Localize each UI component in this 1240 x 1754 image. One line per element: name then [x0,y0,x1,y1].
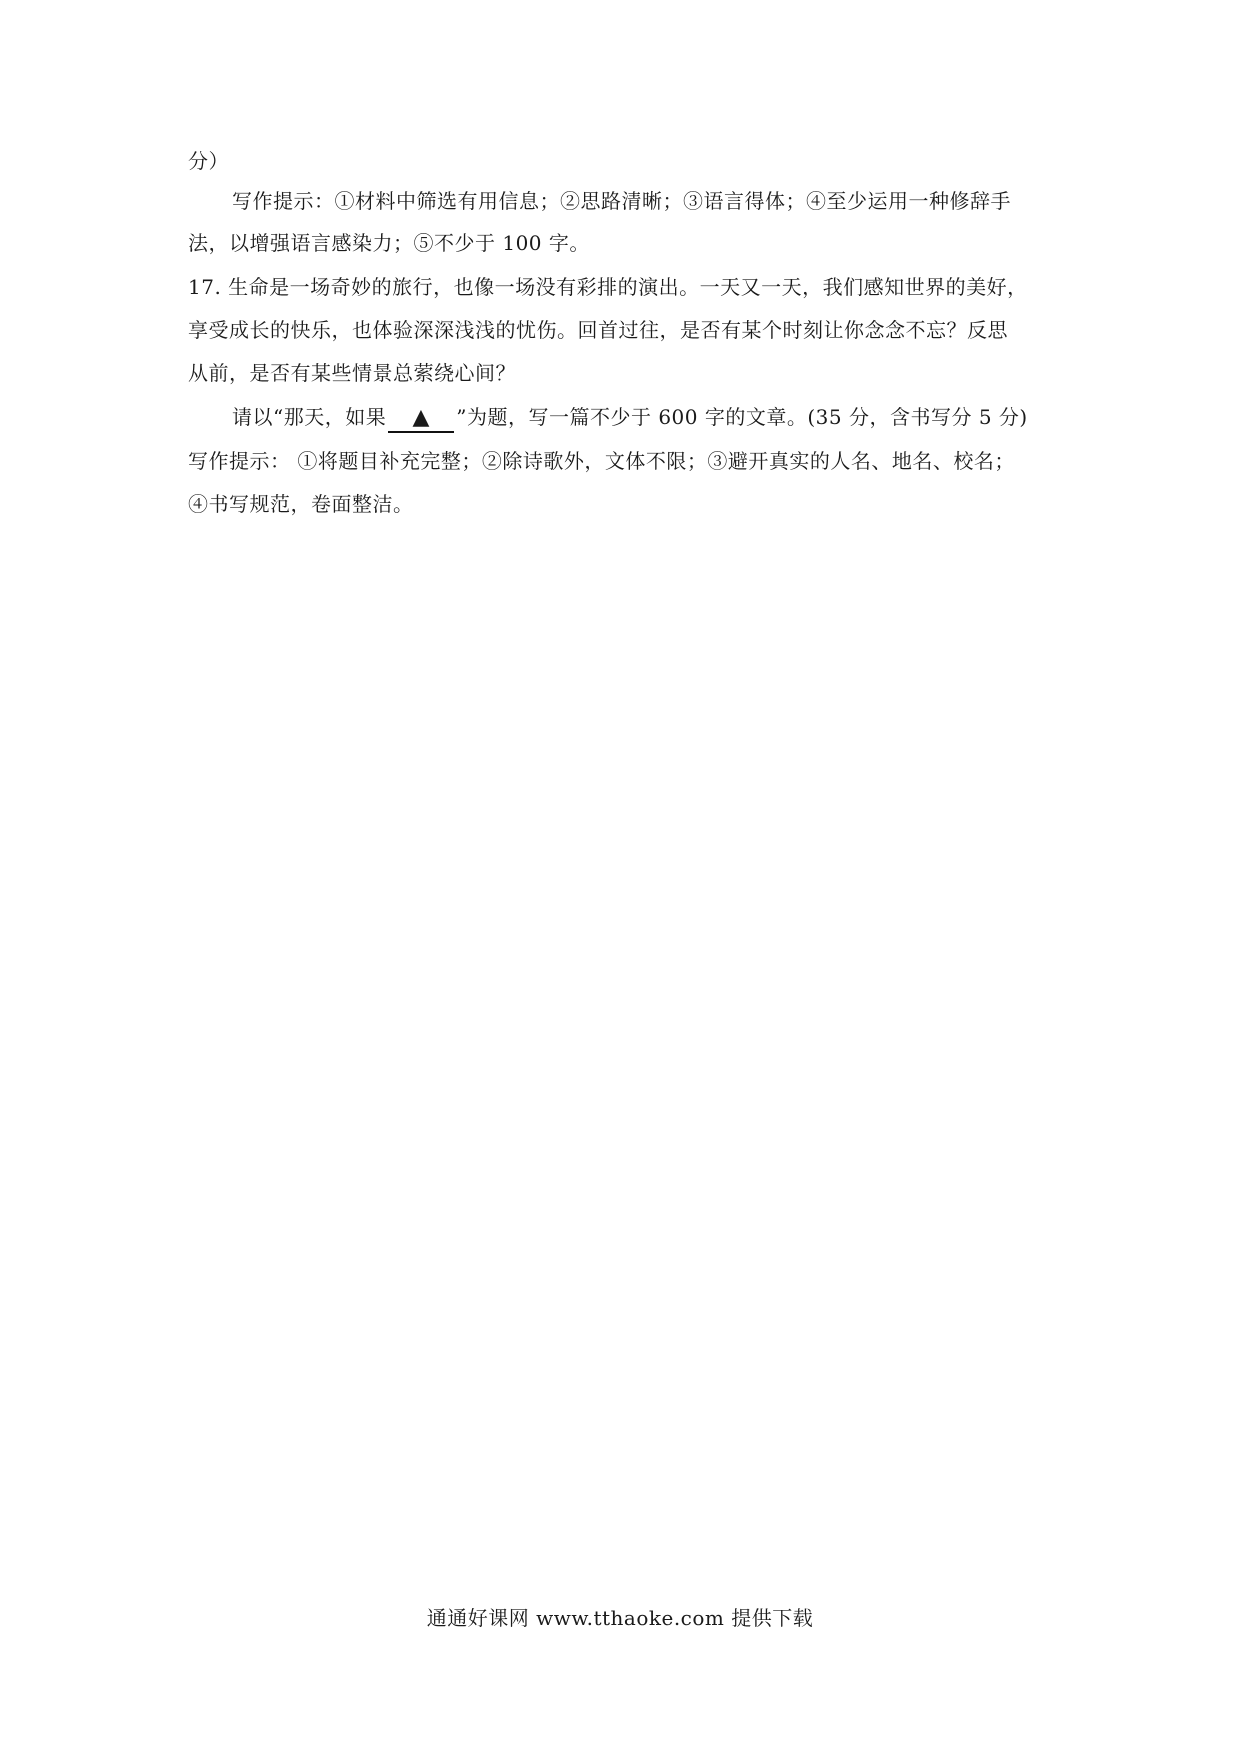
essay-prompt-line [232,402,1028,433]
question-17-line-3: 从前，是否有某些情景总萦绕心间？ [188,361,516,385]
score-note-line: 分） [188,149,229,173]
essay-prompt-text-after: ”为题，写一篇不少于 600 字的文章。(35 分，含书写分 5 分) [456,405,1028,429]
question-17-line-2: 享受成长的快乐，也体验深深浅浅的忧伤。回首过往，是否有某个时刻让你念念不忘？反思 [188,318,1008,342]
essay-prompt-text-before: 请以“那天，如果 [232,405,387,429]
essay-tips-line-2: ④书写规范，卷面整洁。 [188,492,414,516]
footer-source: 通通好课网 www.tthaoke.com 提供下载 [426,1606,814,1630]
question-17-line-1: 17. 生命是一场奇妙的旅行，也像一场没有彩排的演出。一天又一天，我们感知世界的美好， [188,275,1028,299]
writing-tips-line-1: 写作提示：①材料中筛选有用信息；②思路清晰；③语言得体；④至少运用一种修辞手 [232,189,1011,213]
title-blank: ▲ [388,405,454,433]
essay-tips-line-1: 写作提示： ①将题目补充完整；②除诗歌外，文体不限；③避开真实的人名、地名、校名； [188,449,1015,473]
writing-tips-line-2: 法，以增强语言感染力；⑤不少于 100 字。 [188,231,590,255]
